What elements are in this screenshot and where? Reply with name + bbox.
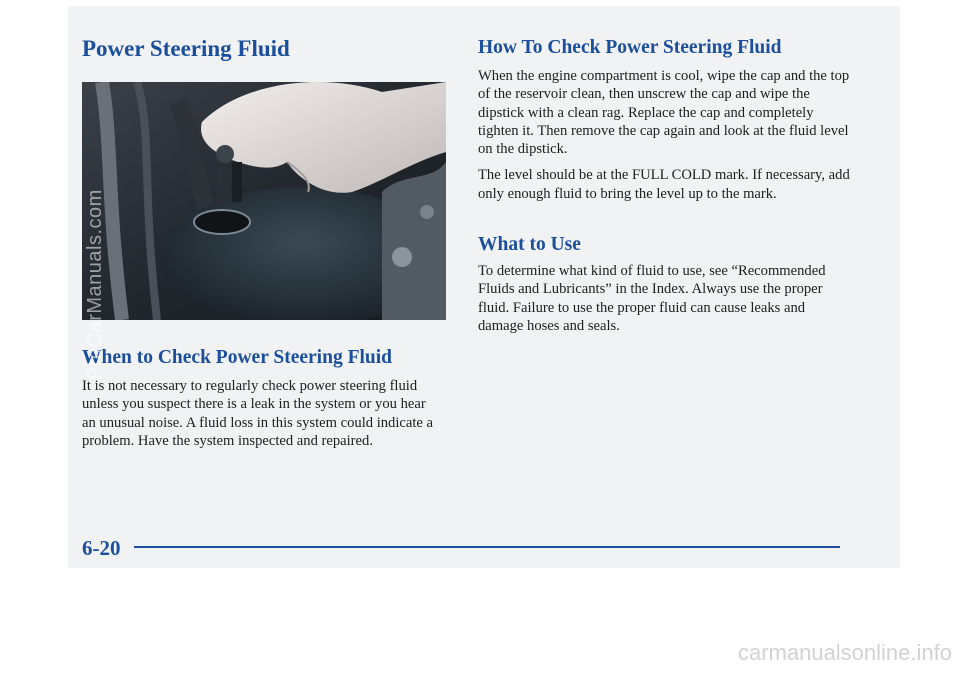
- page-number: 6-20: [82, 536, 121, 560]
- left-column-title: [82, 36, 442, 62]
- when-section-heading: [82, 346, 452, 370]
- footer-rule: [134, 546, 840, 548]
- how-paragraph-2: The level should be at the FULL COLD mark. If necessary, add only enough fluid to bring the level up to the mark.: [478, 167, 850, 202]
- use-heading: What to Use: [478, 234, 581, 255]
- how-section-heading: [478, 36, 850, 60]
- bottom-watermark: carmanualsonline.info: [737, 640, 952, 665]
- when-section-body: [82, 377, 442, 450]
- when-paragraph: It is not necessary to regularly check power steering fluid unless you suspect there is a leak in the system or you hear an unusual noise. A fluid loss in this system could indicate a problem. Have the system inspected and repaired.: [82, 378, 434, 449]
- use-paragraph: To determine what kind of fluid to use, see “Recommended Fluids and Lubricants” in the Index. Always use the proper fluid. Failure to use the proper fluid can cause leaks and damage hoses and seals.: [478, 263, 826, 334]
- how-section-body: [478, 67, 850, 203]
- engine-photo-illustration: [82, 82, 446, 320]
- page-title: Power Steering Fluid: [82, 36, 290, 61]
- how-heading: How To Check Power Steering Fluid: [478, 37, 782, 58]
- side-watermark: ProCarManuals.com: [84, 189, 106, 380]
- how-paragraph-1: When the engine compartment is cool, wipe the cap and the top of the reservoir clean, then unscrew the cap and wipe the dipstick with a clean rag. Replace the cap and completely tighten it. Then remove the cap again and look at the fluid level on the dipstick.: [478, 68, 850, 158]
- use-section-heading: [478, 233, 850, 257]
- use-section-body: [478, 262, 850, 335]
- manual-page: [68, 6, 900, 568]
- when-heading: When to Check Power Steering Fluid: [82, 347, 393, 368]
- engine-photo: [82, 82, 446, 320]
